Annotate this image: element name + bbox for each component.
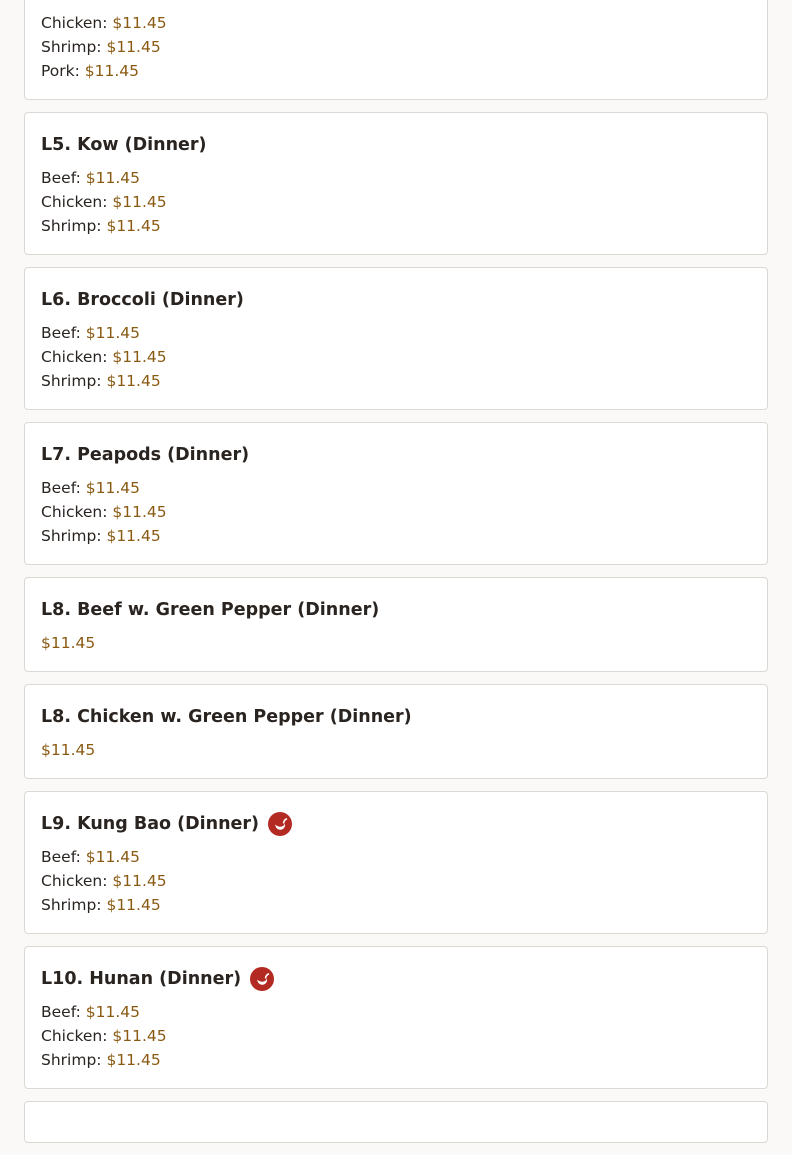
menu-item-card[interactable] (24, 0, 768, 100)
option-name: Shrimp: (41, 1051, 102, 1069)
option-price: $11.45 (84, 62, 140, 80)
option-price: $11.45 (106, 896, 161, 914)
menu-item-option (41, 476, 751, 500)
menu-list (24, 0, 768, 1155)
menu-item-option (41, 166, 751, 190)
option-price: $11.45 (85, 324, 141, 342)
option-name: Shrimp: (41, 38, 102, 56)
option-name: Chicken: (41, 193, 108, 211)
menu-item-card[interactable] (24, 267, 768, 410)
menu-item-option (41, 321, 751, 345)
option-price: $11.45 (85, 169, 141, 187)
option-price: $11.45 (112, 1027, 167, 1045)
menu-item-title-text: L7. Peapods (Dinner) (41, 445, 250, 465)
option-name: Beef: (41, 169, 81, 187)
menu-item-title (41, 813, 751, 835)
menu-item-option (41, 1048, 751, 1072)
option-name: Pork: (41, 62, 80, 80)
option-name: Shrimp: (41, 896, 102, 914)
option-name: Shrimp: (41, 527, 102, 545)
menu-item-card[interactable] (24, 791, 768, 934)
option-name: Chicken: (41, 348, 108, 366)
menu-item-option (41, 893, 751, 917)
option-price: $11.45 (112, 348, 167, 366)
menu-item-option (41, 1000, 751, 1024)
menu-item-card[interactable] (24, 422, 768, 565)
option-price: $11.45 (106, 1051, 161, 1069)
option-price: $11.45 (85, 848, 141, 866)
menu-item-title (41, 968, 751, 990)
menu-item-option (41, 369, 751, 393)
menu-item-title-text: L5. Kow (Dinner) (41, 135, 207, 155)
option-price: $11.45 (112, 872, 167, 890)
menu-item-title (41, 289, 751, 311)
option-name: Beef: (41, 848, 81, 866)
spicy-pepper-icon (268, 812, 292, 836)
option-price: $11.45 (41, 741, 96, 759)
spicy-pepper-icon (250, 967, 274, 991)
option-price: $11.45 (112, 14, 167, 32)
option-price: $11.45 (106, 372, 161, 390)
option-price: $11.45 (106, 217, 161, 235)
menu-item-option (41, 500, 751, 524)
option-name: Shrimp: (41, 217, 102, 235)
menu-item-title (41, 134, 751, 156)
option-name: Beef: (41, 1003, 81, 1021)
option-price: $11.45 (112, 503, 167, 521)
option-name: Beef: (41, 324, 81, 342)
menu-item-title (41, 599, 751, 621)
menu-item-option (41, 11, 751, 35)
menu-item-title (41, 444, 751, 466)
menu-item-card[interactable] (24, 112, 768, 255)
menu-item-option (41, 631, 751, 655)
menu-item-title-text: L8. Chicken w. Green Pepper (Dinner) (41, 707, 412, 727)
option-name: Shrimp: (41, 372, 102, 390)
option-name: Chicken: (41, 1027, 108, 1045)
menu-item-card[interactable] (24, 946, 768, 1089)
menu-item-option (41, 214, 751, 238)
menu-item-option (41, 845, 751, 869)
menu-item-option (41, 345, 751, 369)
option-price: $11.45 (112, 193, 167, 211)
menu-item-option (41, 35, 751, 59)
menu-item-title-text: L8. Beef w. Green Pepper (Dinner) (41, 600, 380, 620)
menu-item-card[interactable] (24, 1101, 768, 1143)
menu-item-card[interactable] (24, 684, 768, 779)
option-price: $11.45 (85, 479, 141, 497)
menu-item-title-text: L9. Kung Bao (Dinner) (41, 814, 260, 834)
option-price: $11.45 (106, 38, 161, 56)
option-price: $11.45 (41, 634, 96, 652)
menu-item-card[interactable] (24, 577, 768, 672)
option-name: Chicken: (41, 503, 108, 521)
option-price: $11.45 (85, 1003, 141, 1021)
menu-item-option (41, 59, 751, 83)
menu-item-title (41, 706, 751, 728)
menu-item-option (41, 190, 751, 214)
menu-item-option (41, 524, 751, 548)
menu-item-title-text: L6. Broccoli (Dinner) (41, 290, 244, 310)
option-name: Beef: (41, 479, 81, 497)
option-price: $11.45 (106, 527, 161, 545)
menu-item-option (41, 869, 751, 893)
option-name: Chicken: (41, 872, 108, 890)
menu-item-title-text: L10. Hunan (Dinner) (41, 969, 242, 989)
option-name: Chicken: (41, 14, 108, 32)
menu-item-option (41, 738, 751, 762)
menu-item-option (41, 1024, 751, 1048)
